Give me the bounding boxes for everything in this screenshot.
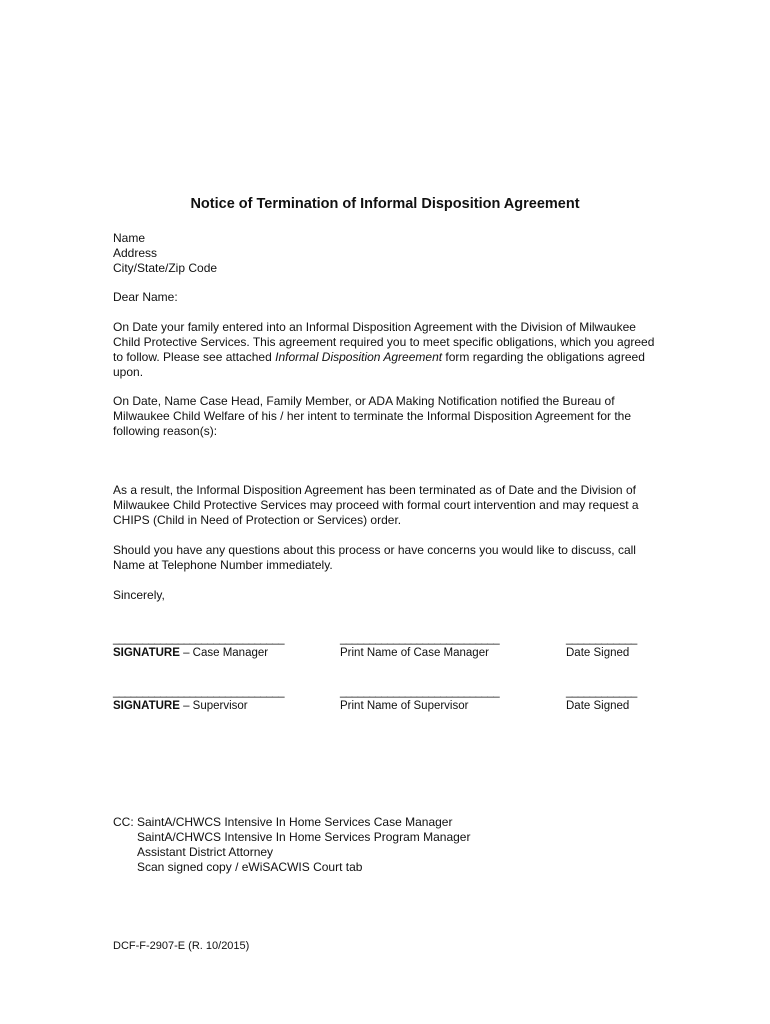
form-number: DCF-F-2907-E (R. 10/2015) xyxy=(113,940,250,952)
supervisor-print-line[interactable]: ___________________________ xyxy=(340,686,500,698)
paragraph-questions: Should you have any questions about this process or have concerns you would like to discuss, call Name at Telephone Number immediately. xyxy=(113,543,636,572)
supervisor-date-line[interactable]: ____________ xyxy=(566,686,637,698)
supervisor-signature-label xyxy=(113,699,284,713)
case-manager-signature-line[interactable]: _____________________________ xyxy=(113,633,284,645)
case-manager-signature-label xyxy=(113,646,284,660)
supervisor-date-label: Date Signed xyxy=(566,700,630,712)
case-manager-date-block xyxy=(566,632,637,660)
supervisor-print-label: Print Name of Supervisor xyxy=(340,700,469,712)
closing: Sincerely, xyxy=(113,588,165,602)
signature-label-bold: SIGNATURE xyxy=(113,700,180,712)
signature-label-bold: SIGNATURE xyxy=(113,647,180,659)
cc-item: Scan signed copy / eWiSACWIS Court tab xyxy=(137,860,363,874)
supervisor-signature-block xyxy=(113,685,284,713)
agreement-form-name: Informal Disposition Agreement xyxy=(275,350,443,364)
paragraph-result: As a result, the Informal Disposition Agreement has been terminated as of Date and the Division of Milwaukee Child Protective Services may proceed with formal court intervention and may request a CHIPS (Child in Need of Protection or Services) order. xyxy=(113,483,639,527)
salutation: Dear Name: xyxy=(113,290,178,304)
recipient-name: Name xyxy=(113,231,146,245)
signature-label-role: – Supervisor xyxy=(179,700,248,712)
recipient-street: Address xyxy=(113,246,158,260)
signature-label-role: – Case Manager xyxy=(179,647,269,659)
case-manager-print-line[interactable]: ___________________________ xyxy=(340,633,500,645)
paragraph-notification: On Date, Name Case Head, Family Member, or ADA Making Notification notified the Bureau of Milwaukee Child Welfare of his / her intent to terminate the Informal Disposition Agreement for the following reason(s): xyxy=(113,394,632,438)
case-manager-date-line[interactable]: ____________ xyxy=(566,633,637,645)
paragraph-agreement-text: On Date your family entered into an Informal Disposition Agreement with the Division of Milwaukee Child Protective Services. This agreement required you to meet specific obligations, which you agreed to follow. Please see attached xyxy=(113,320,655,364)
paragraph-agreement xyxy=(113,320,658,380)
cc-item: Assistant District Attorney xyxy=(137,845,274,859)
paragraph-agreement-text-end: form regarding the obligations agreed upon. xyxy=(113,350,645,379)
recipient-city: City/State/Zip Code xyxy=(113,261,218,275)
case-manager-print-block xyxy=(340,632,499,660)
supervisor-print-block xyxy=(340,685,499,713)
supervisor-date-block xyxy=(566,685,637,713)
recipient-address xyxy=(113,231,658,276)
case-manager-print-label: Print Name of Case Manager xyxy=(340,647,489,659)
cc-item: SaintA/CHWCS Intensive In Home Services Program Manager xyxy=(137,830,471,844)
case-manager-signature-block xyxy=(113,632,284,660)
document-title: Notice of Termination of Informal Disposition Agreement xyxy=(190,196,580,212)
cc-first-line: CC: SaintA/CHWCS Intensive In Home Services Case Manager xyxy=(113,815,453,829)
case-manager-date-label: Date Signed xyxy=(566,647,630,659)
supervisor-signature-line[interactable]: _____________________________ xyxy=(113,686,284,698)
cc-list xyxy=(113,815,658,875)
